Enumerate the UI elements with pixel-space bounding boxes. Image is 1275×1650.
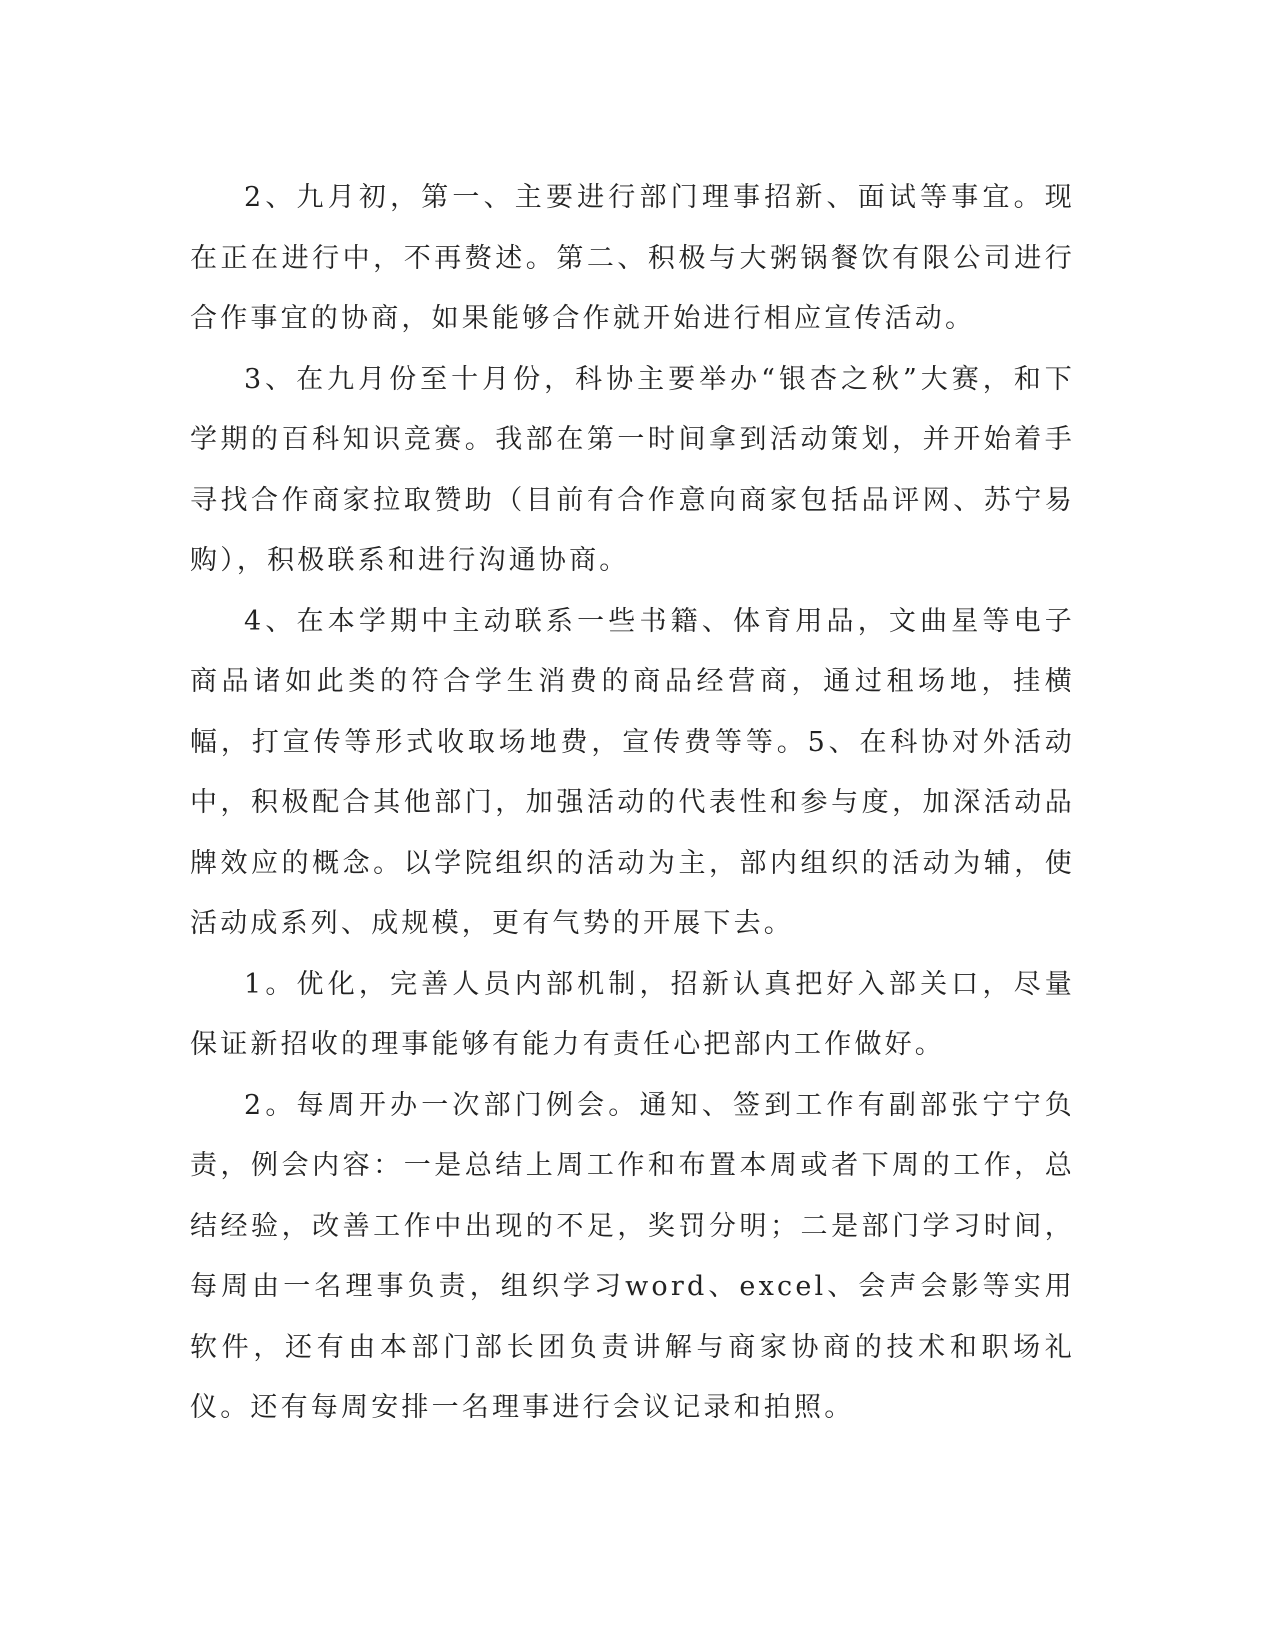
document-body — [190, 168, 1075, 1439]
paragraph-1: 2、九月初，第一、主要进行部门理事招新、面试等事宜。现在正在进行中，不再赘述。第二、积极与大粥锅餐饮有限公司进行合作事宜的协商，如果能够合作就开始进行相应宣传活动。 — [190, 182, 1075, 334]
paragraph-5: 2。每周开办一次部门例会。通知、签到工作有副部张宁宁负责，例会内容：一是总结上周工作和布置本周或者下周的工作，总结经验，改善工作中出现的不足，奖罚分明；二是部门学习时间，每周由一名理事负责，组织学习word、excel、会声会影等实用软件，还有由本部门部长团负责讲解与商家协商的技术和职场礼仪。还有每周安排一名理事进行会议记录和拍照。 — [190, 1089, 1075, 1423]
paragraph-3: 4、在本学期中主动联系一些书籍、体育用品，文曲星等电子商品诸如此类的符合学生消费的商品经营商，通过租场地，挂横幅，打宣传等形式收取场地费，宣传费等等。5、在科协对外活动中，积极配合其他部门，加强活动的代表性和参与度，加深活动品牌效应的概念。以学院组织的活动为主，部内组织的活动为辅，使活动成系列、成规模，更有气势的开展下去。 — [190, 605, 1075, 939]
paragraph-4: 1。优化，完善人员内部机制，招新认真把好入部关口，尽量保证新招收的理事能够有能力有责任心把部内工作做好。 — [190, 968, 1075, 1060]
paragraph-2: 3、在九月份至十月份，科协主要举办“银杏之秋”大赛，和下学期的百科知识竞赛。我部在第一时间拿到活动策划，并开始着手寻找合作商家拉取赞助（目前有合作意向商家包括品评网、苏宁易购），积极联系和进行沟通协商。 — [190, 363, 1075, 576]
